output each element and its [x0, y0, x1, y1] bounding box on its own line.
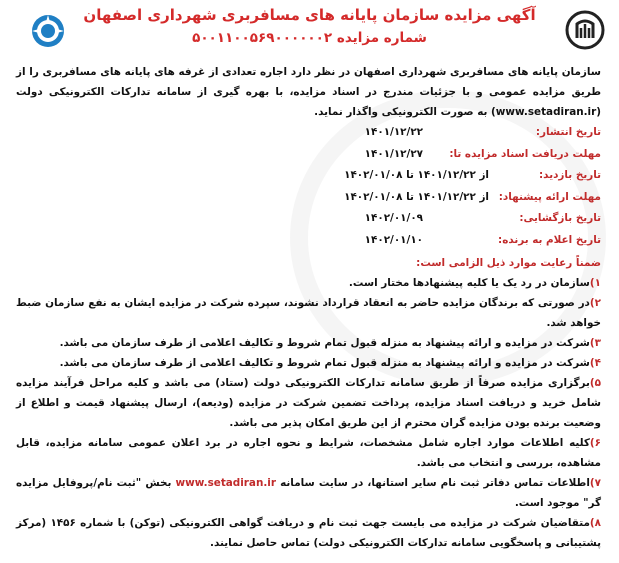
date-row-documents: [16, 144, 601, 166]
date-row-winner: [16, 230, 601, 252]
date-value: ۱۴۰۲/۰۱/۱۰: [364, 233, 423, 246]
condition-number: ۵): [589, 376, 601, 389]
condition-text: شرکت در مزایده و ارائه پیشنهاد به منزله قبول تمام شروط و تکالیف اعلامی از طرف سازمان می باشد.: [59, 356, 590, 369]
condition-number: ۱): [589, 276, 601, 289]
date-value: ۱۴۰۱/۱۲/۲۲: [364, 126, 423, 138]
condition-number: ۷): [589, 476, 601, 489]
condition-text: شرکت در مزایده و ارائه پیشنهاد به منزله قبول تمام شروط و تکالیف اعلامی از طرف سازمان می باشد.: [59, 336, 590, 349]
notice-header: [0, 0, 619, 62]
condition-item: [16, 353, 601, 373]
condition-item: [16, 293, 601, 333]
condition-url-link[interactable]: www.setadiran.ir: [175, 476, 276, 489]
condition-number: ۴): [589, 356, 601, 369]
date-label: تاریخ بازگشایی:: [519, 212, 601, 225]
conditions-list: [16, 273, 601, 553]
condition-item: [16, 473, 601, 513]
date-label: تاریخ اعلام به برنده:: [498, 233, 601, 246]
date-row-proposal: [16, 187, 601, 209]
date-row-opening: [16, 208, 601, 230]
condition-item: [16, 373, 601, 433]
condition-number: ۳): [589, 336, 601, 349]
condition-text: متقاضیان شرکت در مزایده می بایست جهت ثبت نام و دریافت گواهی الکترونیکی (توکن) با شماره ۱۴۵۶ (مرکز پشتیبانی و پاسخگویی سامانه تدارکات الکترونیکی دولت) تماس حاصل نمایند.: [16, 516, 601, 549]
notice-title: آگهی مزایده سازمان پایانه های مسافربری شهرداری اصفهان: [83, 6, 536, 24]
intro-text-after: ) به صورت الکترونیکی واگذار نماید.: [314, 106, 496, 118]
dates-list: [16, 122, 601, 252]
condition-text: در صورتی که برندگان مزایده حاضر به انعقاد قرارداد نشوند، سپرده شرکت در مزایده ایشان به نفع سازمان ضبط خواهد شد.: [16, 296, 601, 329]
condition-number: ۸): [589, 516, 601, 529]
condition-text: برگزاری مزایده صرفاً از طریق سامانه تدارکات الکترونیکی دولت (ستاد) می باشد و کلیه مراحل فرآیند مزایده شامل خرید و دریافت اسناد مزایده، پرداخت تضمین شرکت در مزایده (ودیعه)، ارسال پیشنهاد قیمت و اطلاع از وضعیت برنده بودن مزایده گران محترم از این طریق امکان پذیر می باشد.: [16, 376, 601, 429]
date-label: تاریخ بازدید:: [539, 169, 601, 182]
date-label: مهلت دریافت اسناد مزایده تا:: [449, 147, 601, 160]
condition-item: [16, 513, 601, 553]
date-value: از ۱۴۰۱/۱۲/۲۲ تا ۱۴۰۲/۰۱/۰۸: [344, 190, 489, 203]
date-value: از ۱۴۰۱/۱۲/۲۲ تا ۱۴۰۲/۰۱/۰۸: [344, 169, 489, 182]
condition-number: ۲): [589, 296, 601, 309]
date-row-publish: [16, 122, 601, 144]
conditions-title: ضمناً رعایت موارد ذیل الزامی است:: [416, 256, 601, 269]
condition-number: ۶): [589, 436, 601, 449]
auction-number: شماره مزایده ۵۰۰۱۱۰۰۵۶۹۰۰۰۰۰۰۲: [192, 30, 427, 46]
condition-item: [16, 333, 601, 353]
date-label: مهلت ارائه پیشنهاد:: [498, 190, 601, 203]
date-value: ۱۴۰۱/۱۲/۲۷: [364, 147, 423, 160]
intro-url-link[interactable]: www.setadiran.ir: [495, 106, 597, 118]
condition-text-before: اطلاعات تماس دفاتر ثبت نام سایر استانها، در سایت سامانه: [275, 476, 590, 489]
condition-item: [16, 433, 601, 473]
date-row-visit: [16, 165, 601, 187]
organization-logo-icon: [30, 12, 66, 50]
condition-text-after: بخش "ثبت نام/پروفایل مزایده گر" موجود است.: [16, 476, 601, 509]
notice-body: [16, 62, 601, 553]
intro-text-before: سازمان پایانه های مسافربری شهرداری اصفهان در نظر دارد اجاره تعدادی از غرفه های پایانه های مسافربری را از طریق مزایده عمومی و با جزئیات مندرج در اسناد مزایده، با بهره گیری از سامانه تدارکات الکترونیکی دولت (: [16, 66, 601, 118]
condition-item: [16, 273, 601, 293]
date-value: ۱۴۰۲/۰۱/۰۹: [364, 212, 423, 225]
condition-text: کلیه اطلاعات موارد اجاره شامل مشخصات، شرایط و نحوه اجاره در برد اعلان عمومی سامانه مزایده، قابل مشاهده، بررسی و انتخاب می باشد.: [16, 436, 601, 469]
condition-text: سازمان در رد یک یا کلیه پیشنهادها مختار است.: [348, 276, 590, 289]
intro-paragraph: [16, 62, 601, 122]
date-label: تاریخ انتشار:: [535, 126, 601, 138]
